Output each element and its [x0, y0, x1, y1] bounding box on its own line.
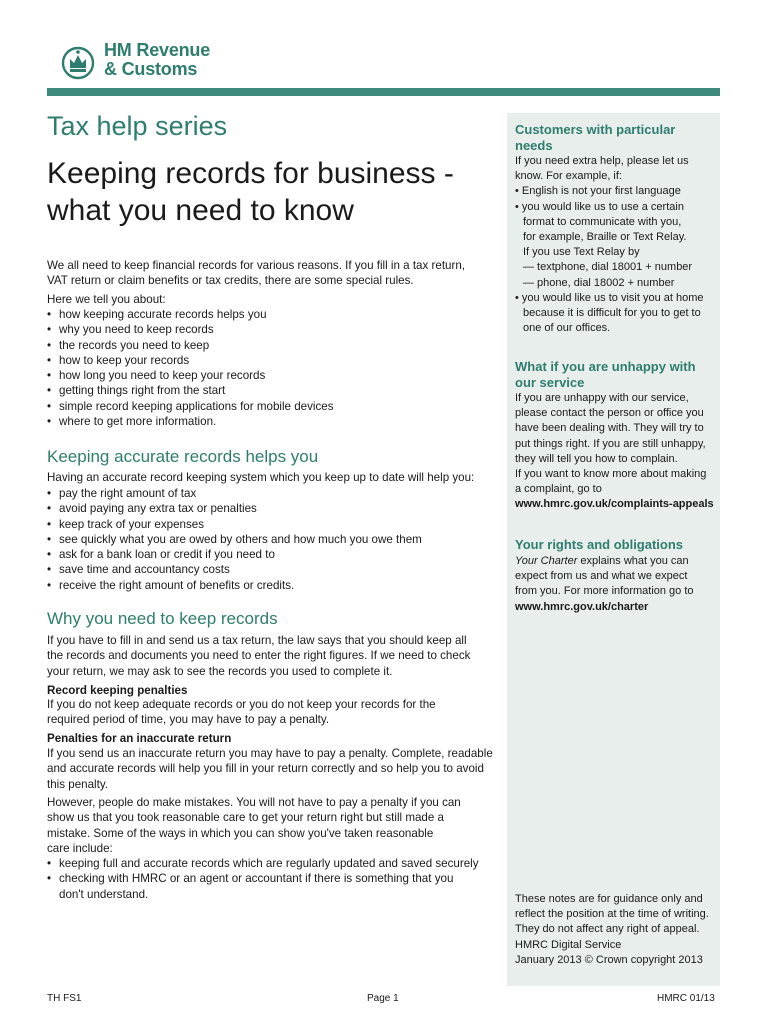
sidebar-line: please contact the person or office you: [515, 407, 704, 420]
sidebar-paragraph-unhappy: [515, 391, 720, 513]
heading-line: What if you are unhappy with: [515, 359, 696, 374]
section1-lead: Having an accurate record keeping system which you keep up to date will help you:: [47, 471, 475, 484]
notes-line: HMRC Digital Service: [515, 938, 622, 951]
brand-name: [104, 41, 210, 79]
list-item: • receive the right amount of benefits or credits.: [47, 578, 497, 593]
sidebar-line: format to communicate with you,: [523, 215, 682, 228]
notes-line: reflect the position at the time of writing.: [515, 908, 709, 921]
sidebar-line: • you would like us to visit you at home: [515, 291, 704, 304]
list-item: • getting things right from the start: [47, 383, 497, 398]
paragraph-line: the records and documents you need to enter the right figures. If we need to check: [47, 649, 471, 663]
title-line1: Keeping records for business -: [47, 157, 454, 190]
section2-paragraph: [47, 697, 497, 728]
sidebar-line: they will tell you how to complain.: [515, 452, 678, 465]
sidebar-line: — textphone, dial 18001 + number: [523, 261, 693, 274]
list-item: • pay the right amount of tax: [47, 486, 497, 501]
sidebar-line: • English is not your first language: [515, 185, 681, 198]
complaints-link[interactable]: www.hmrc.gov.uk/complaints-appeals: [515, 498, 714, 511]
list-item-continuation: don't understand.: [59, 887, 149, 901]
sidebar-paragraph-particular-needs: [515, 154, 720, 336]
intro-paragraph: [47, 258, 497, 289]
sidebar-heading-particular-needs: [515, 122, 715, 154]
list-item: • avoid paying any extra tax or penalties: [47, 501, 497, 516]
section1-list: [47, 486, 497, 593]
sidebar-line: a complaint, go to: [515, 483, 602, 496]
list-item: • keep track of your expenses: [47, 517, 497, 532]
sidebar-line: know. For example, if:: [515, 170, 622, 183]
list-item: • why you need to keep records: [47, 322, 497, 337]
paragraph-line: care include:: [47, 841, 113, 855]
footer-date-code: HMRC 01/13: [657, 993, 715, 1004]
list-item: • how to keep your records: [47, 353, 497, 368]
subheading-record-keeping-penalties: Record keeping penalties: [47, 684, 188, 697]
brand-line1: HM Revenue: [104, 40, 211, 60]
sidebar-line: for example, Braille or Text Relay.: [523, 231, 687, 244]
intro-line: VAT return or claim benefits or tax credits, there are some special rules.: [47, 274, 414, 288]
list-item: • where to get more information.: [47, 414, 497, 429]
sidebar-paragraph-rights: [515, 554, 720, 615]
paragraph-line: However, people do make mistakes. You will not have to pay a penalty if you can: [47, 796, 461, 809]
sidebar-line: because it is difficult for you to get to: [523, 307, 701, 320]
sidebar-line: If you want to know more about making: [515, 468, 707, 481]
sidebar-line: one of our offices.: [523, 322, 611, 335]
section2-list: [47, 856, 497, 902]
list-item: • see quickly what you are owed by others and how much you owe them: [47, 532, 497, 547]
intro-lead: Here we tell you about:: [47, 293, 166, 306]
title-line2: what you need to know: [47, 194, 354, 227]
paragraph-line: If you do not keep adequate records or you do not keep your records for the: [47, 698, 436, 711]
sidebar-line: [515, 554, 720, 569]
intro-list: [47, 307, 497, 429]
heading-line: Customers with particular: [515, 122, 676, 137]
series-title: Tax help series: [47, 111, 228, 141]
list-item: • how long you need to keep your records: [47, 368, 497, 383]
footer-code: TH FS1: [47, 993, 82, 1004]
sidebar-line: — phone, dial 18002 + number: [523, 276, 675, 289]
paragraph-line: required period of time, you may have to pay a penalty.: [47, 713, 330, 727]
heading-line: our service: [515, 375, 585, 390]
intro-line: We all need to keep financial records for various reasons. If you fill in a tax return,: [47, 259, 466, 272]
paragraph-line: this penalty.: [47, 777, 109, 791]
sidebar-line: • you would like us to use a certain: [515, 200, 684, 213]
sidebar-heading-rights: Your rights and obligations: [515, 537, 684, 552]
sidebar-panel: [507, 113, 720, 986]
hmrc-crest-logo: [61, 42, 95, 82]
notes-line: They do not affect any right of appeal.: [515, 923, 700, 936]
paragraph-line: show us that you took reasonable care to get your return right but still made a: [47, 811, 444, 825]
sidebar-line: If you are unhappy with our service,: [515, 392, 689, 404]
paragraph-line: If you send us an inaccurate return you may have to pay a penalty. Complete, readable: [47, 747, 493, 760]
heading-line: needs: [515, 138, 553, 153]
list-item: • the records you need to keep: [47, 338, 497, 353]
sidebar-line: If you use Text Relay by: [523, 246, 640, 259]
section2-paragraph: [47, 746, 497, 792]
page-title: [47, 155, 497, 229]
charter-title: Your Charter: [515, 555, 578, 567]
section-heading-why-keep-records: Why you need to keep records: [47, 609, 278, 628]
subheading-inaccurate-return: Penalties for an inaccurate return: [47, 732, 232, 745]
list-item: • keeping full and accurate records which are regularly updated and saved securely: [47, 856, 497, 871]
paragraph-line: and accurate records will help you fill in your return correctly and so help you to avoid: [47, 762, 484, 776]
notes-line: These notes are for guidance only and: [515, 893, 703, 905]
charter-link[interactable]: www.hmrc.gov.uk/charter: [515, 600, 649, 613]
brand-line2: & Customs: [104, 59, 198, 79]
list-item: • simple record keeping applications for mobile devices: [47, 399, 497, 414]
section-heading-accurate-records: Keeping accurate records helps you: [47, 447, 319, 466]
sidebar-heading-unhappy: [515, 359, 715, 391]
guidance-notes: [515, 892, 720, 968]
sidebar-line: have been dealing with. They will try to: [515, 422, 704, 435]
paragraph-line: If you have to fill in and send us a tax return, the law says that you should keep all: [47, 634, 467, 647]
sidebar-line: expect from us and what we expect: [515, 570, 688, 583]
list-item: • save time and accountancy costs: [47, 562, 497, 577]
sidebar-line: If you need extra help, please let us: [515, 155, 689, 167]
list-item: • ask for a bank loan or credit if you need to: [47, 547, 497, 562]
header-rule: [47, 88, 720, 96]
list-item: • checking with HMRC or an agent or accountant if there is something that you: [47, 871, 497, 886]
charter-line-rest: explains what you can: [577, 555, 689, 567]
paragraph-line: mistake. Some of the ways in which you can show you've taken reasonable: [47, 826, 434, 840]
paragraph-line: your return, we may ask to see the records you used to complete it.: [47, 664, 393, 678]
footer-page-number: Page 1: [367, 993, 399, 1004]
sidebar-line: from you. For more information go to: [515, 585, 694, 598]
sidebar-line: put things right. If you are still unhappy,: [515, 437, 706, 450]
section2-paragraph: [47, 633, 497, 679]
notes-line: January 2013 © Crown copyright 2013: [515, 953, 703, 966]
list-item: • how keeping accurate records helps you: [47, 307, 497, 322]
section2-paragraph: [47, 795, 497, 856]
